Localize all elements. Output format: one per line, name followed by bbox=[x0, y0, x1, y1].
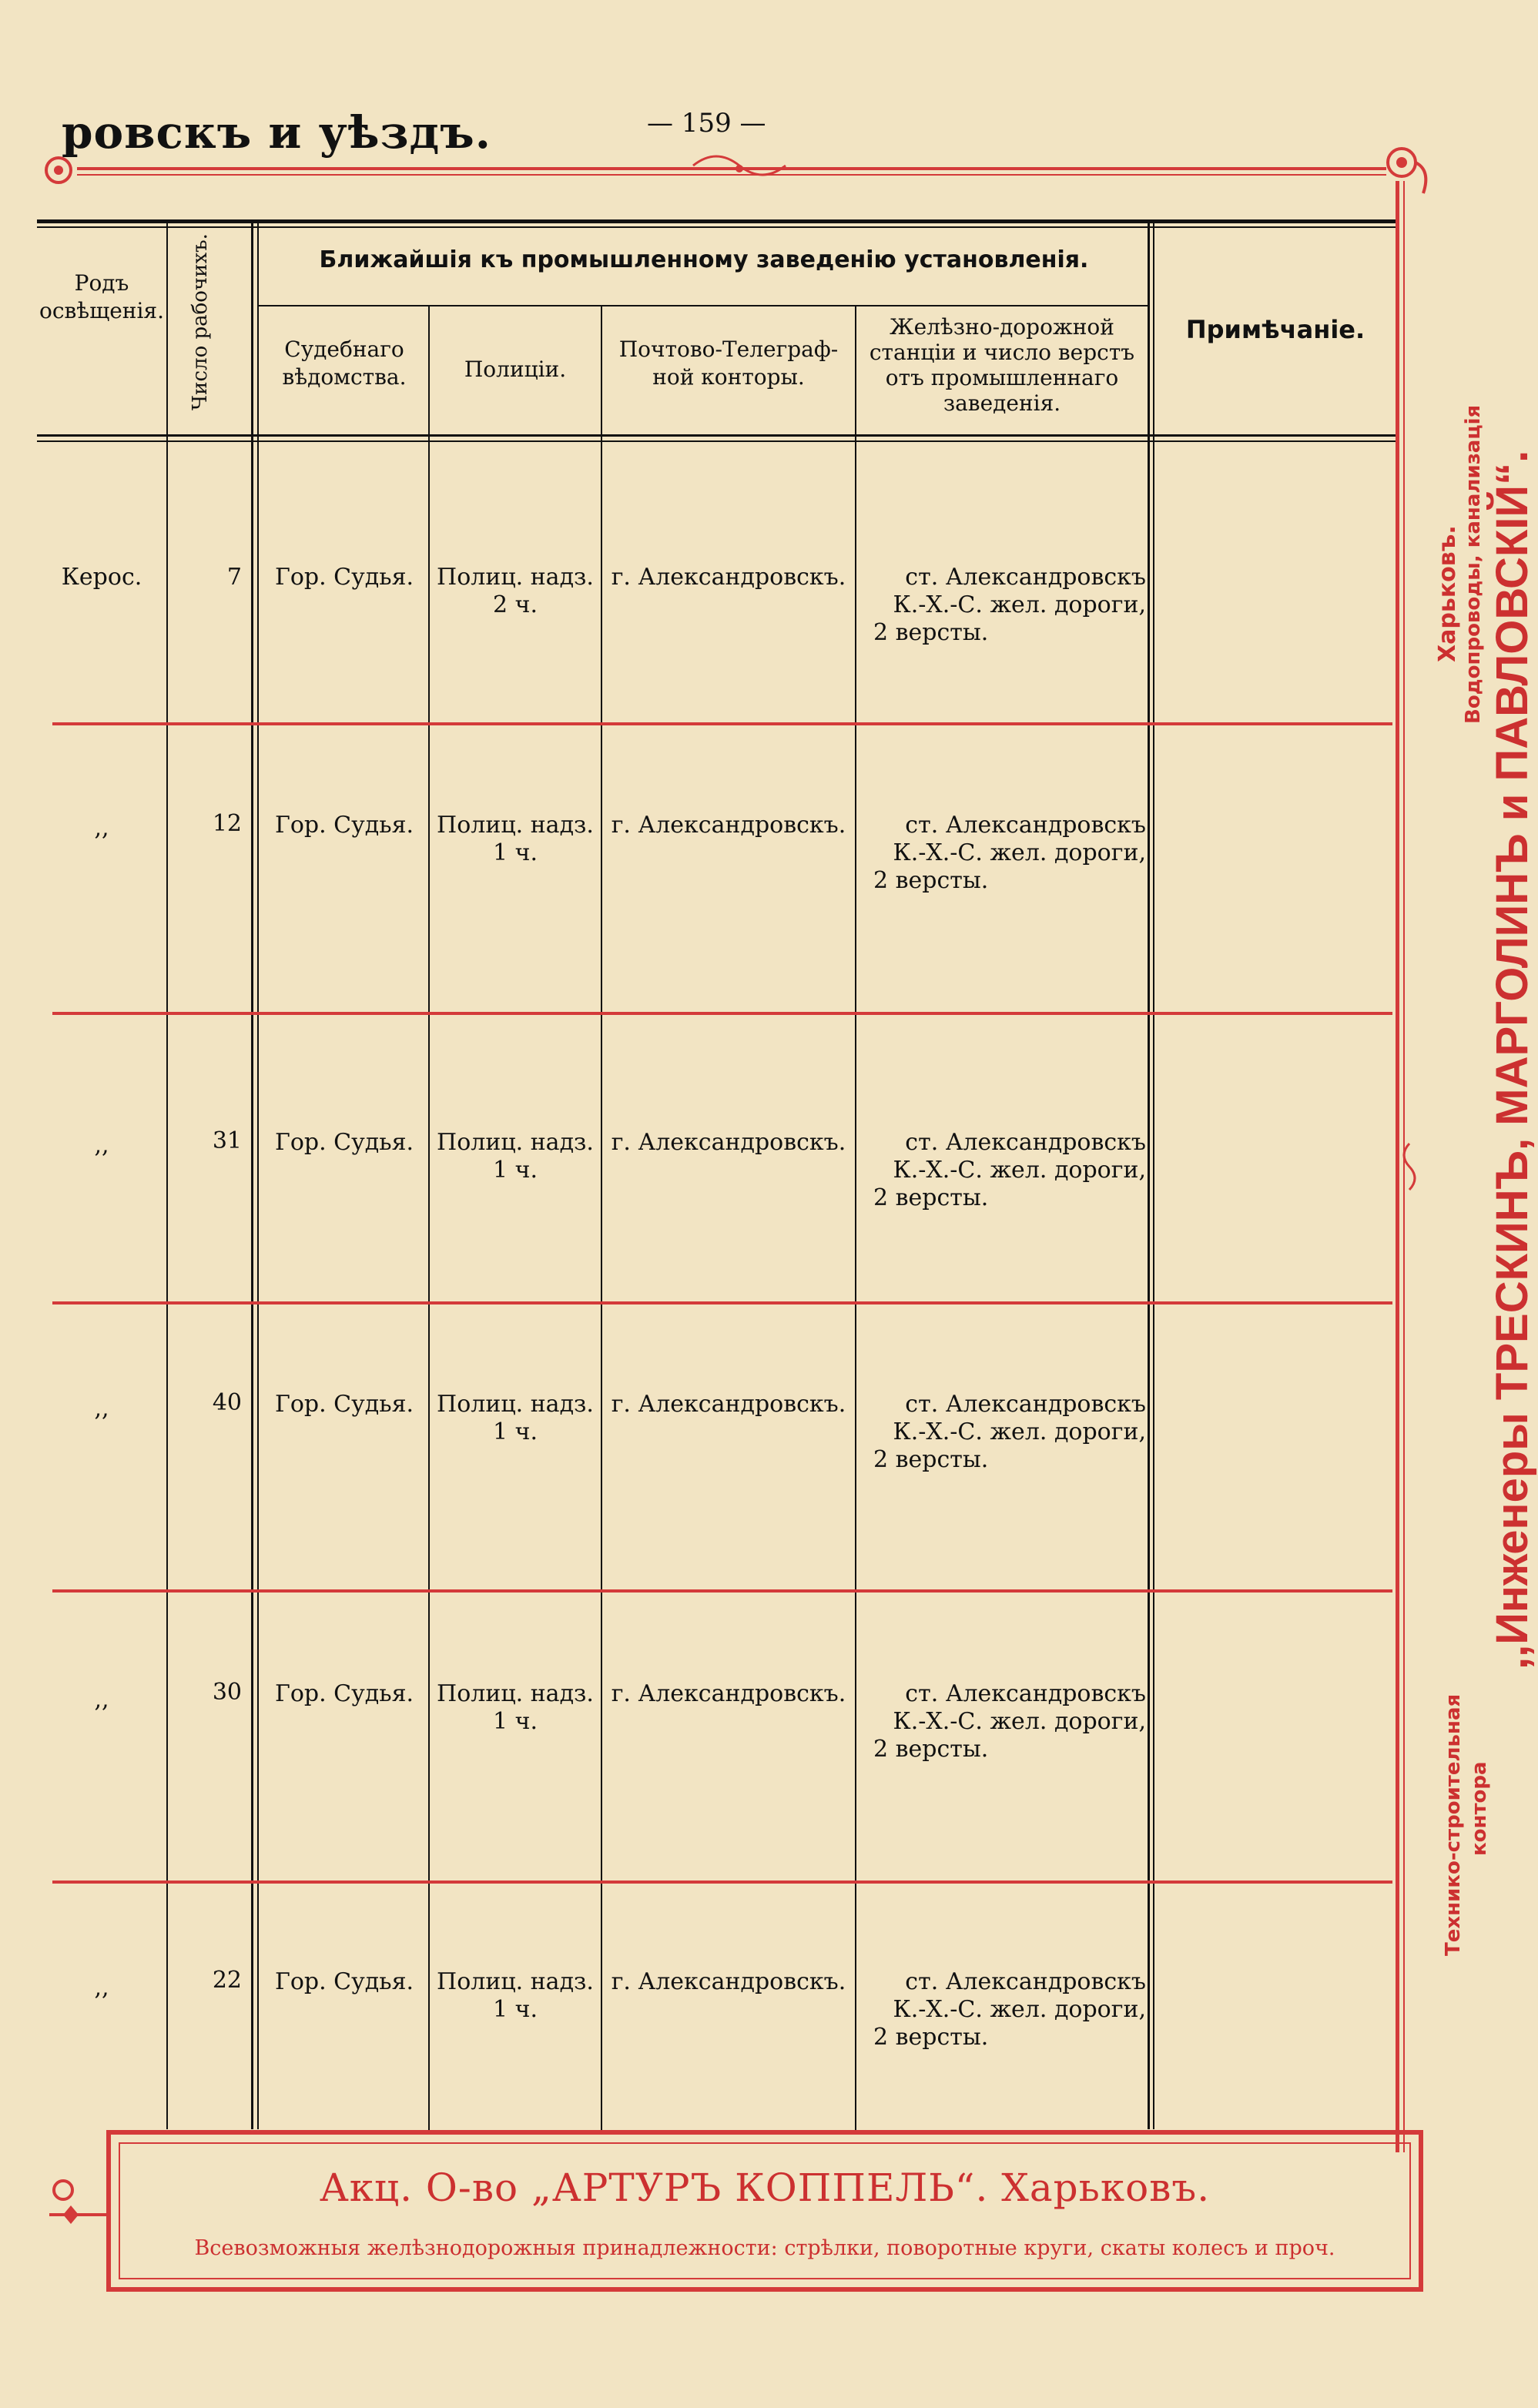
header-note: Примѣчаніе. bbox=[1185, 315, 1365, 344]
table-top-rule-thin bbox=[37, 226, 1396, 228]
cell-police-count: 2 ч. bbox=[493, 591, 538, 618]
col-line-5 bbox=[855, 305, 856, 2130]
group-sub-rule bbox=[259, 305, 1149, 306]
cell-police-count: 1 ч. bbox=[493, 1708, 538, 1735]
cell-lighting: ,, bbox=[94, 1132, 109, 1159]
ad-tagline: Всевозможныя желѣзнодорожныя принадлежности: стрѣлки, поворотные круги, скаты колесъ и проч. bbox=[194, 2236, 1335, 2260]
col-line-6b bbox=[1153, 219, 1154, 2129]
cell-railway-line: К.-Х.-С. жел. дороги, bbox=[893, 1157, 1146, 1184]
cell-lighting: ,, bbox=[94, 1974, 109, 2001]
header-bottom-rule-thin bbox=[37, 440, 1396, 442]
row-separator bbox=[52, 1881, 1392, 1884]
page-number: — 159 — bbox=[647, 108, 766, 139]
cell-workers: 31 bbox=[212, 1127, 242, 1154]
cell-judicial: Гор. Судья. bbox=[274, 1968, 414, 1995]
cell-judicial: Гор. Судья. bbox=[274, 1391, 414, 1418]
table-top-rule bbox=[37, 219, 1396, 223]
cell-police: Полиц. надз. bbox=[437, 812, 594, 839]
header-workers: Число рабочихъ. bbox=[189, 233, 212, 410]
cell-lighting: ,, bbox=[94, 815, 109, 842]
cell-railway-distance: 2 версты. bbox=[873, 1184, 989, 1211]
col-line-4 bbox=[601, 305, 602, 2130]
cell-post: г. Александровскъ. bbox=[611, 1680, 846, 1707]
cell-railway-distance: 2 версты. bbox=[873, 1446, 989, 1473]
side-ad-main: ,,Инженеры ТРЕСКИНЪ, МАРГОЛИНЪ и ПАВЛОВСКІЙ“. bbox=[1487, 450, 1537, 1670]
cell-railway-distance: 2 версты. bbox=[873, 867, 989, 894]
cell-police: Полиц. надз. bbox=[437, 1391, 594, 1418]
cell-post: г. Александровскъ. bbox=[611, 1968, 846, 1995]
side-ad-left-line2: контора bbox=[1468, 1761, 1491, 1856]
cell-railway-distance: 2 версты. bbox=[873, 1736, 989, 1763]
header-police: Полиціи. bbox=[464, 357, 567, 382]
cell-post: г. Александровскъ. bbox=[611, 564, 846, 591]
col-line-2a bbox=[251, 219, 253, 2129]
cell-railway-line: К.-Х.-С. жел. дороги, bbox=[893, 839, 1146, 866]
header-judicial: Судебнаго вѣдомства. bbox=[282, 337, 407, 390]
cell-lighting: ,, bbox=[94, 1686, 109, 1713]
cell-railway-station: ст. Александровскъ bbox=[905, 1129, 1146, 1156]
ad-company-name: Акц. О-во „АРТУРЪ КОППЕЛЬ“. Харьковъ. bbox=[319, 2165, 1211, 2210]
cell-police-count: 1 ч. bbox=[493, 1996, 538, 2023]
cell-railway-station: ст. Александровскъ bbox=[905, 1391, 1146, 1418]
cell-railway-distance: 2 версты. bbox=[873, 2024, 989, 2051]
col-line-2b bbox=[257, 219, 259, 2129]
cell-judicial: Гор. Судья. bbox=[274, 1680, 414, 1707]
cell-railway-line: К.-Х.-С. жел. дороги, bbox=[893, 1418, 1146, 1445]
cell-judicial: Гор. Судья. bbox=[274, 564, 414, 591]
left-scroll-icon bbox=[46, 158, 71, 183]
cell-judicial: Гор. Судья. bbox=[274, 1129, 414, 1156]
header-ornament-rule bbox=[31, 135, 1448, 196]
side-ad-city: Харьковъ. bbox=[1434, 525, 1461, 662]
cell-railway-station: ст. Александровскъ bbox=[905, 1968, 1146, 1995]
col-line-3 bbox=[428, 305, 430, 2130]
header-lighting: Родъ освѣщенія. bbox=[39, 270, 164, 323]
cell-railway-line: К.-Х.-С. жел. дороги, bbox=[893, 1708, 1146, 1735]
header-bottom-rule bbox=[37, 434, 1396, 437]
cell-workers: 7 bbox=[226, 564, 242, 591]
cell-police-count: 1 ч. bbox=[493, 1157, 538, 1184]
row-separator bbox=[52, 722, 1392, 725]
bottom-left-ornament-icon bbox=[45, 2172, 111, 2249]
row-separator bbox=[52, 1589, 1392, 1592]
row-separator bbox=[52, 1301, 1392, 1304]
bottom-advertisement bbox=[106, 2130, 1423, 2292]
cell-workers: 40 bbox=[212, 1389, 242, 1416]
side-flourish-icon bbox=[1394, 1140, 1425, 1194]
cell-post: г. Александровскъ. bbox=[611, 1391, 846, 1418]
header-nearest-institutions: Ближайшія къ промышленному заведенію установленія. bbox=[319, 246, 1089, 273]
cell-police: Полиц. надз. bbox=[437, 1968, 594, 1995]
cell-post: г. Александровскъ. bbox=[611, 812, 846, 839]
side-ad-left-line1: Технико-строительная bbox=[1442, 1693, 1465, 1956]
right-scroll-icon bbox=[1388, 149, 1426, 193]
cell-railway-line: К.-Х.-С. жел. дороги, bbox=[893, 1996, 1146, 2023]
cell-railway-station: ст. Александровскъ bbox=[905, 564, 1146, 591]
cell-lighting: ,, bbox=[94, 1395, 109, 1422]
col-line-1 bbox=[166, 219, 168, 2129]
cell-railway-station: ст. Александровскъ bbox=[905, 1680, 1146, 1707]
cell-workers: 12 bbox=[212, 810, 242, 837]
cell-railway-station: ст. Александровскъ bbox=[905, 812, 1146, 839]
cell-police: Полиц. надз. bbox=[437, 1129, 594, 1156]
cell-police-count: 1 ч. bbox=[493, 839, 538, 866]
cell-police-count: 1 ч. bbox=[493, 1418, 538, 1445]
header-railway: Желѣзно-дорожной станціи и число верстъ отъ промышленнаго заведенія. bbox=[869, 314, 1135, 416]
cell-police: Полиц. надз. bbox=[437, 1680, 594, 1707]
cell-lighting: Керос. bbox=[61, 564, 142, 591]
cell-railway-line: К.-Х.-С. жел. дороги, bbox=[893, 591, 1146, 618]
row-separator bbox=[52, 1012, 1392, 1015]
col-line-6a bbox=[1148, 219, 1150, 2129]
cell-railway-distance: 2 версты. bbox=[873, 619, 989, 646]
cell-post: г. Александровскъ. bbox=[611, 1129, 846, 1156]
ad-inner-frame bbox=[119, 2142, 1411, 2279]
cell-judicial: Гор. Судья. bbox=[274, 812, 414, 839]
header-post-telegraph: Почтово-Телеграф-ной конторы. bbox=[618, 337, 839, 390]
center-flourish-icon bbox=[693, 156, 786, 175]
page-title: ровскъ и уѣздъ. bbox=[62, 106, 491, 159]
cell-police: Полиц. надз. bbox=[437, 564, 594, 591]
side-ad-services: Водопроводы, канализація bbox=[1462, 404, 1485, 724]
cell-workers: 30 bbox=[212, 1679, 242, 1706]
cell-workers: 22 bbox=[212, 1967, 242, 1994]
